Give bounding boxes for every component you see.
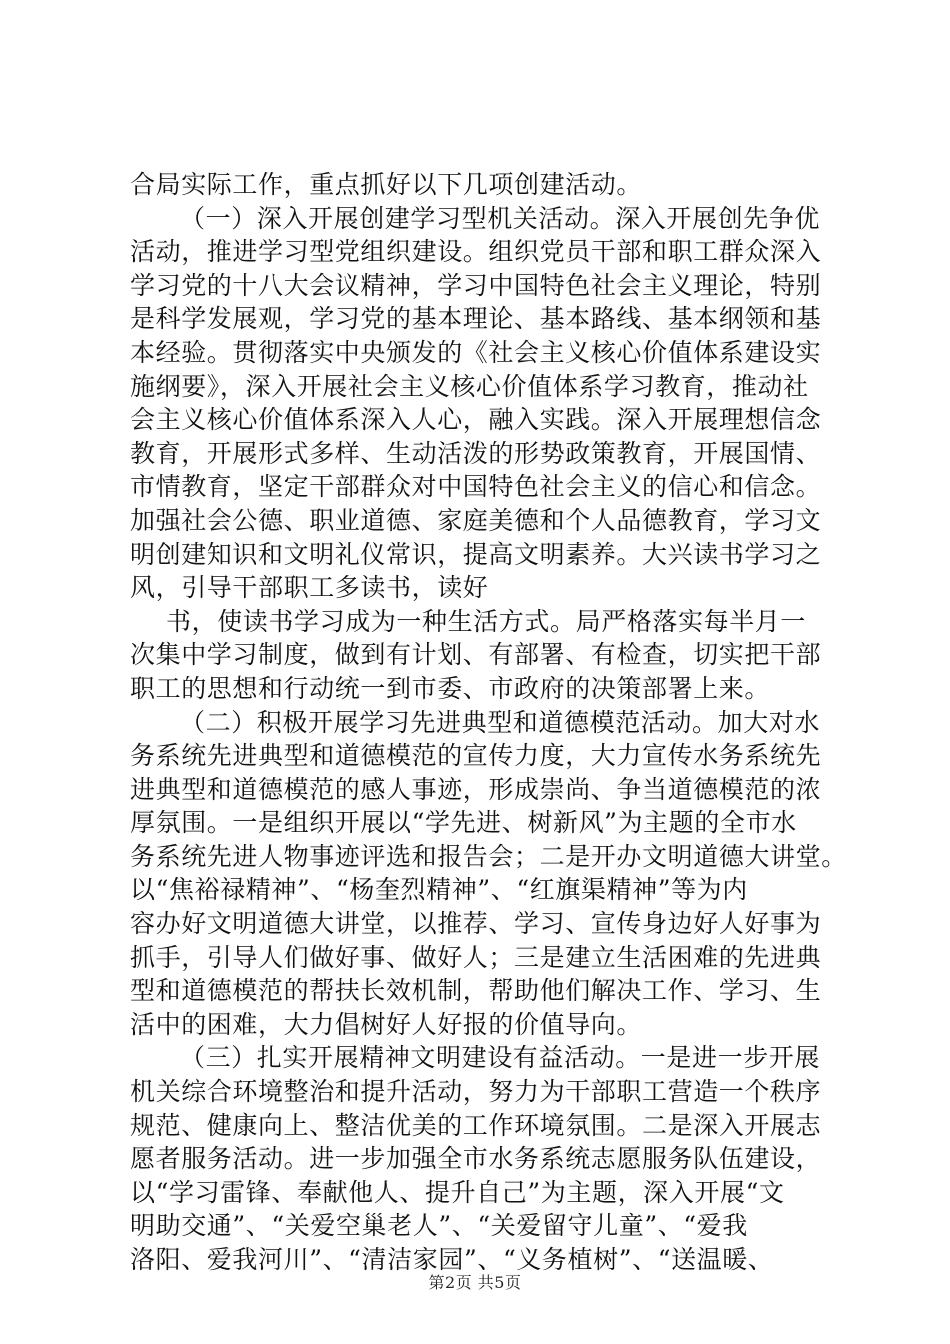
- text-line: 洛阳、爱我河川”、“清洁家园”、“义务植树”、“送温暖、: [130, 1245, 774, 1274]
- text-line: 机关综合环境整治和提升活动，努力为干部职工营造一个秩序: [130, 1077, 822, 1107]
- text-line: 明助交通”、“关爱空巢老人”、“关爱留守儿童”、“爱我: [130, 1211, 748, 1241]
- text-line: 进典型和道德模范的感人事迹，形成崇尚、争当道德模范的浓: [130, 774, 822, 804]
- text-line: 务系统先进人物事迹评选和报告会；二是开办文明道德大讲堂。: [130, 841, 847, 871]
- text-line: 会主义核心价值体系深入人心，融入实践。深入开展理想信念: [130, 405, 822, 435]
- text-line: 风，引导干部职工多读书，读好: [130, 573, 489, 603]
- text-line: 学习党的十八大会议精神，学习中国特色社会主义理论，特别: [130, 270, 822, 300]
- text-line: 明创建知识和文明礼仪常识，提高文明素养。大兴读书学习之: [130, 539, 822, 569]
- text-line: 容办好文明道德大讲堂，以推荐、学习、宣传身边好人好事为: [130, 909, 822, 939]
- document-body: [130, 168, 850, 1277]
- text-line: 以“学习雷锋、奉献他人、提升自己”为主题，深入开展“文: [130, 1177, 785, 1207]
- text-line: 职工的思想和行动统一到市委、市政府的决策部署上来。: [130, 673, 771, 703]
- text-line: 是科学发展观，学习党的基本理论、基本路线、基本纲领和基: [130, 304, 822, 334]
- text-line: 厚氛围。一是组织开展以“学先进、树新风”为主题的全市水: [130, 808, 797, 838]
- text-line: 教育，开展形式多样、生动活泼的形势政策教育，开展国情、: [130, 438, 822, 468]
- text-line: 书，使读书学习成为一种生活方式。局严格落实每半月一: [166, 606, 807, 636]
- text-line: 活中的困难，大力倡树好人好报的价值导向。: [130, 1009, 643, 1039]
- text-line: 合局实际工作，重点抓好以下几项创建活动。: [130, 170, 643, 199]
- text-line: 抓手，引导人们做好事、做好人；三是建立生活困难的先进典: [130, 942, 822, 972]
- text-line: （二）积极开展学习先进典型和道德模范活动。加大对水: [180, 707, 821, 737]
- text-line: （一）深入开展创建学习型机关活动。深入开展创先争优: [180, 203, 821, 233]
- text-line: 务系统先进典型和道德模范的宣传力度，大力宣传水务系统先: [130, 741, 822, 771]
- text-line: 以“焦裕禄精神”、“杨奎烈精神”、“红旗渠精神”等为内: [130, 875, 748, 905]
- text-line: 施纲要》，深入开展社会主义核心价值体系学习教育，推动社: [130, 371, 809, 401]
- text-line: 市情教育，坚定干部群众对中国特色社会主义的信心和信念。: [130, 472, 822, 502]
- text-line: 加强社会公德、职业道德、家庭美德和个人品德教育，学习文: [130, 505, 822, 535]
- text-line: 次集中学习制度，做到有计划、有部署、有检查，切实把干部: [130, 640, 822, 670]
- text-line: 规范、健康向上、整洁优美的工作环境氛围。二是深入开展志: [130, 1110, 822, 1140]
- page-footer: 第2页 共5页: [428, 1273, 522, 1292]
- text-line: 活动，推进学习型党组织建设。组织党员干部和职工群众深入: [130, 237, 822, 267]
- text-line: 本经验。贯彻落实中央颁发的《社会主义核心价值体系建设实: [130, 337, 822, 367]
- text-line: 型和道德模范的帮扶长效机制，帮助他们解决工作、学习、生: [130, 976, 822, 1006]
- text-line: （三）扎实开展精神文明建设有益活动。一是进一步开展: [180, 1043, 821, 1073]
- text-line: 愿者服务活动。进一步加强全市水务系统志愿服务队伍建设，: [130, 1144, 822, 1174]
